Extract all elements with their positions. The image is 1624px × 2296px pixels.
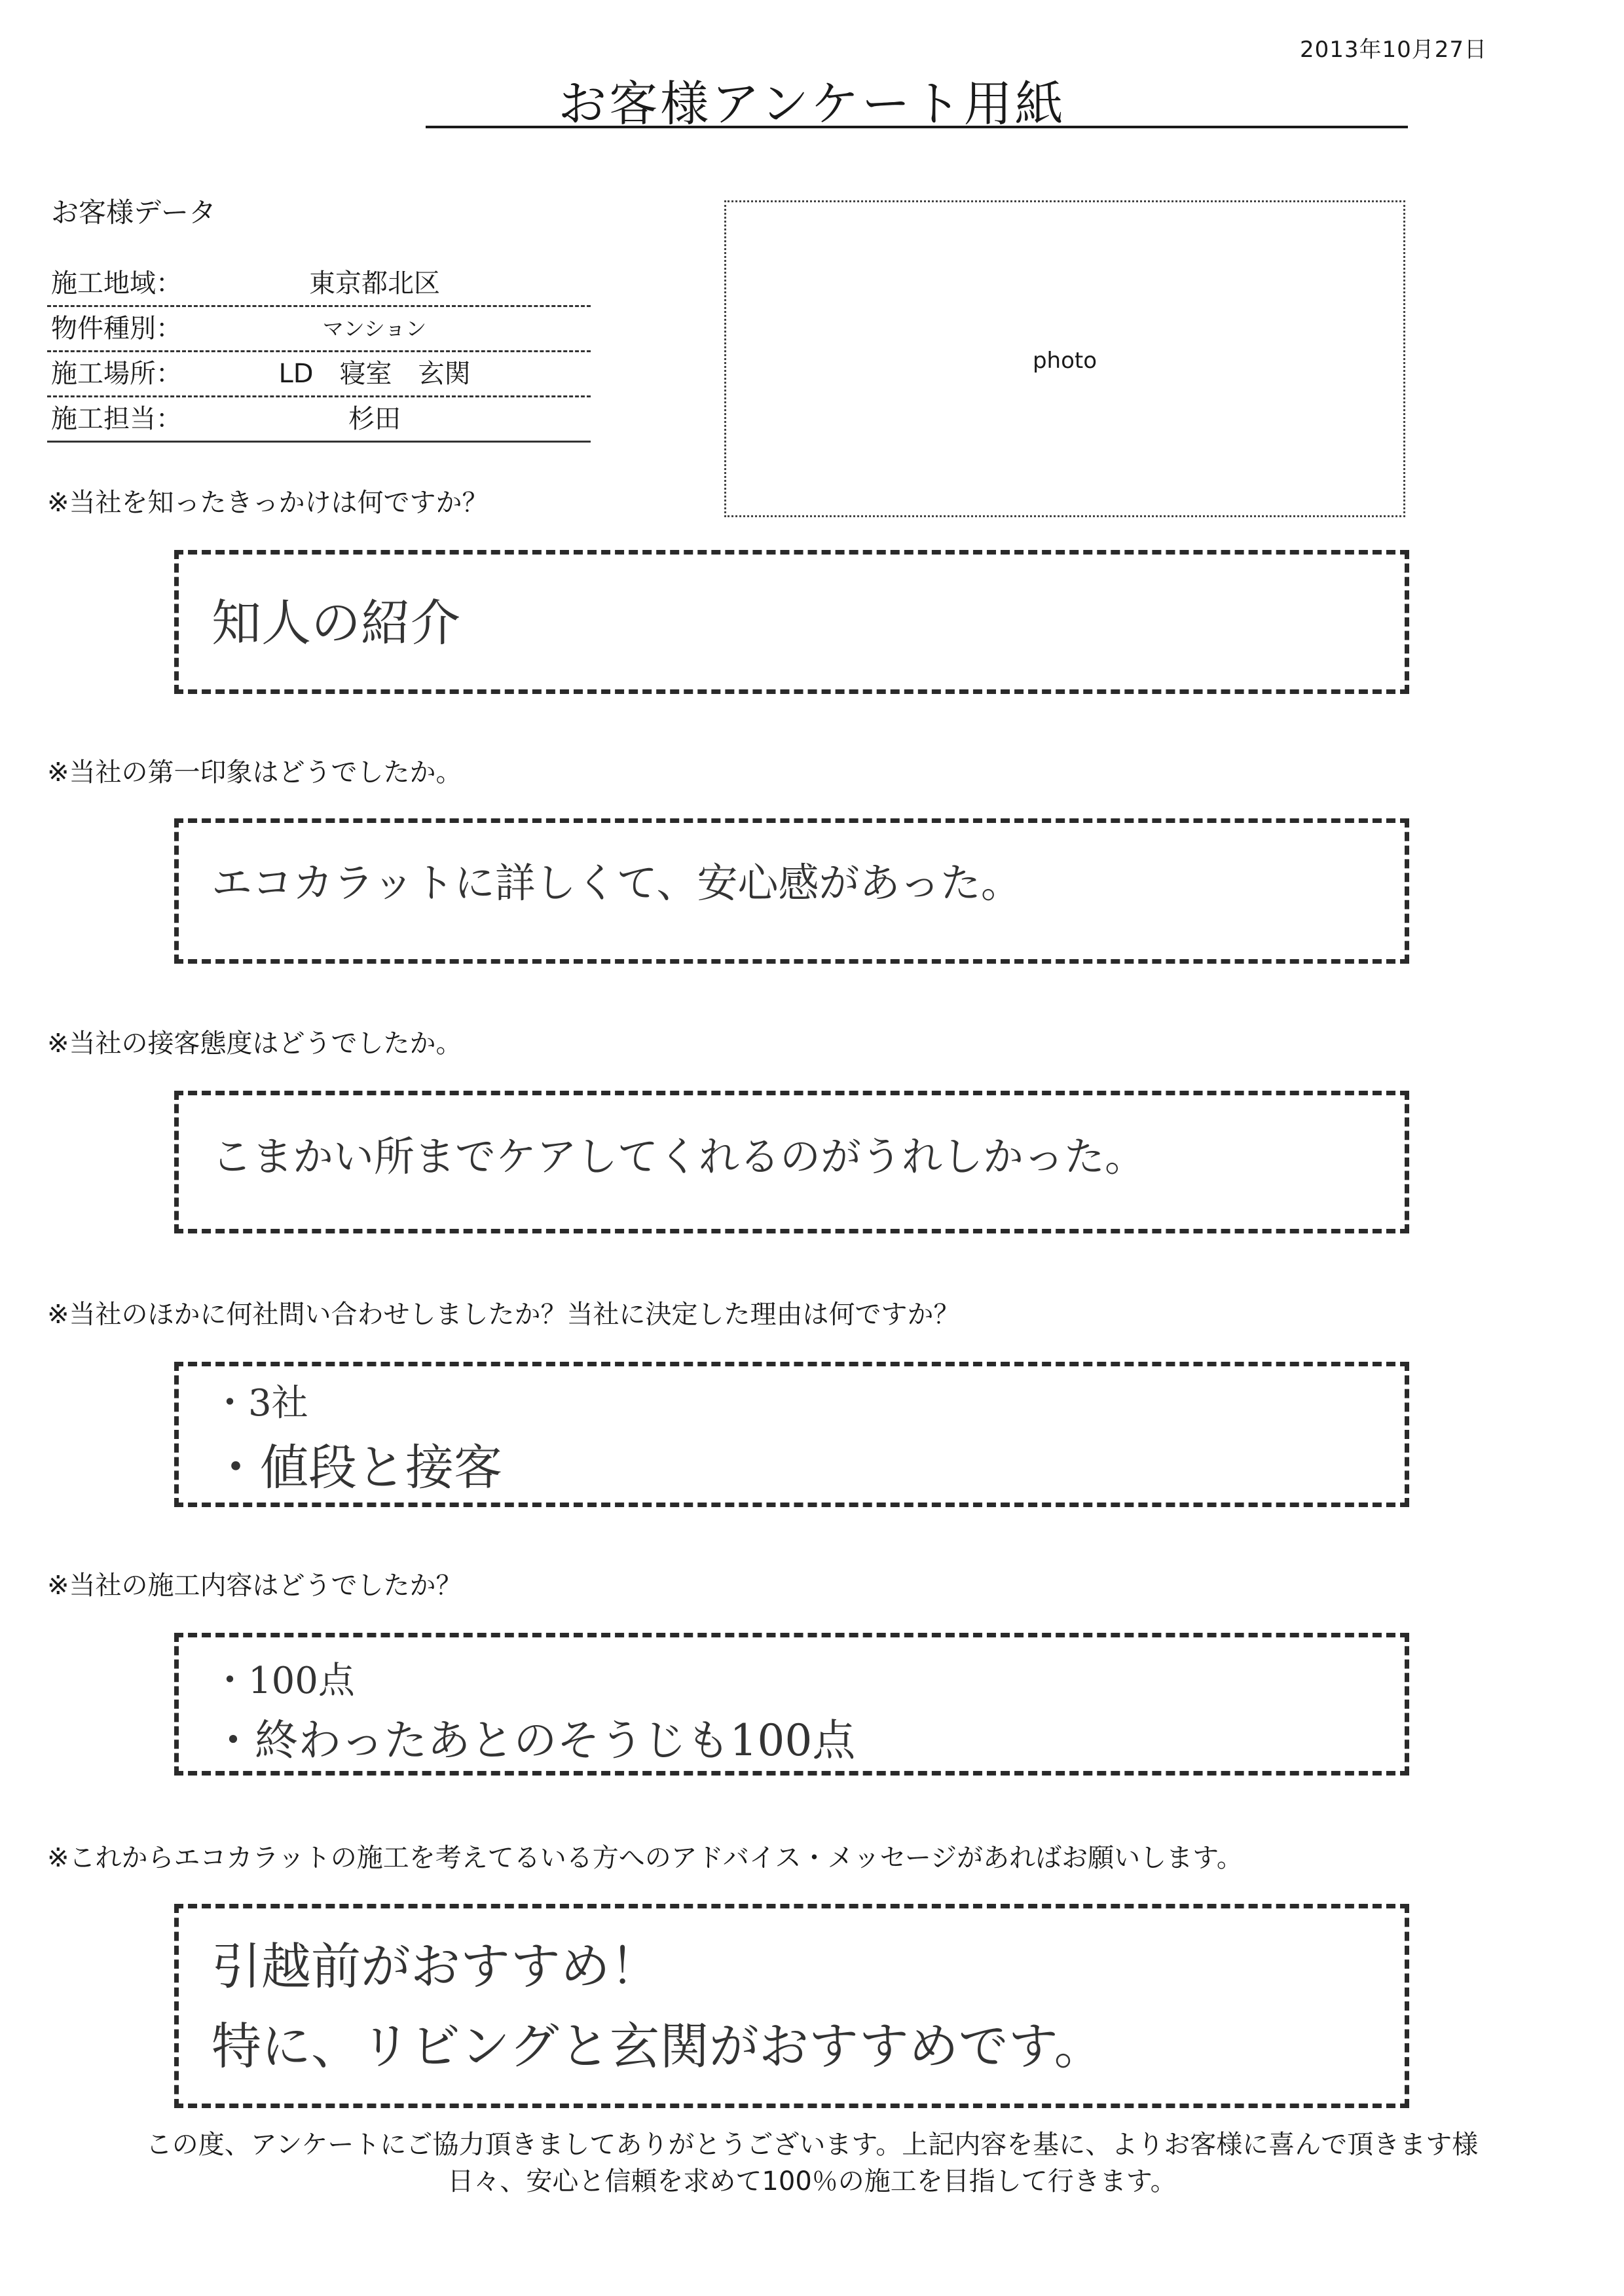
info-label: 施工担当： (51, 404, 182, 434)
info-label: 物件種別： (51, 314, 182, 344)
answer-6-line-1: 引越前がおすすめ！ (212, 1937, 660, 1995)
page-title: お客様アンケート用紙 (558, 76, 1066, 132)
answer-3-line-1: こまかい所までケアしてくれるのがうれしかった。 (212, 1133, 1146, 1180)
answer-box-5 (174, 1633, 1409, 1776)
question-5: ※当社の施工内容はどうでしたか？ (47, 1571, 462, 1601)
answer-box-4 (174, 1362, 1409, 1507)
answer-1-line-1: 知人の紹介 (212, 594, 460, 652)
info-value: 東京都北区 (309, 268, 440, 299)
answer-5-line-1: ・100点 (212, 1660, 355, 1702)
answer-box-2 (174, 818, 1409, 964)
info-label: 施工地域： (51, 268, 182, 299)
photo-label: photo (1032, 348, 1098, 374)
info-label: 施工場所： (51, 359, 182, 389)
answer-5-line-2: ・終わったあとのそうじも100点 (212, 1715, 856, 1766)
footer-line-1: この度、アンケートにご協力頂きましてありがとうございます。上記内容を基に、よりお客様に喜んで頂きます様 (145, 2130, 1479, 2160)
question-1: ※当社を知ったきっかけは何ですか？ (47, 488, 489, 518)
answer-4-line-2: ・値段と接客 (212, 1440, 502, 1496)
info-row-area (47, 262, 591, 307)
question-3: ※当社の接客態度はどうでしたか。 (47, 1029, 462, 1059)
answer-box-1 (174, 550, 1409, 694)
customer-data-heading: お客様データ (51, 196, 217, 228)
info-value: 杉田 (348, 404, 401, 434)
info-value: LD 寝室 玄関 (278, 359, 471, 389)
answer-box-6 (174, 1904, 1409, 2108)
info-value: マンション (322, 316, 427, 341)
answer-4-line-1: ・3社 (212, 1382, 308, 1425)
photo-placeholder (724, 200, 1405, 517)
survey-date: 2013年10月27日 (1300, 37, 1488, 63)
info-row-property-type (47, 307, 591, 352)
info-row-staff (47, 397, 591, 443)
question-2: ※当社の第一印象はどうでしたか。 (47, 757, 462, 788)
question-4: ※当社のほかに何社問い合わせしましたか？当社に決定した理由は何ですか？ (47, 1300, 960, 1330)
answer-box-3 (174, 1091, 1409, 1233)
info-row-location (47, 352, 591, 397)
answer-6-line-2: 特に、リビングと玄関がおすすめです。 (212, 2017, 1104, 2075)
footer-line-2: 日々、安心と信頼を求めて100％の施工を目指して行きます。 (447, 2166, 1177, 2196)
answer-2-line-1: エコカラットに詳しくて、安心感があった。 (212, 859, 1022, 907)
question-6: ※これからエコカラットの施工を考えてるいる方へのアドバイス・メッセージがあればお願いします。 (47, 1843, 1243, 1873)
title-underline (426, 126, 1408, 128)
